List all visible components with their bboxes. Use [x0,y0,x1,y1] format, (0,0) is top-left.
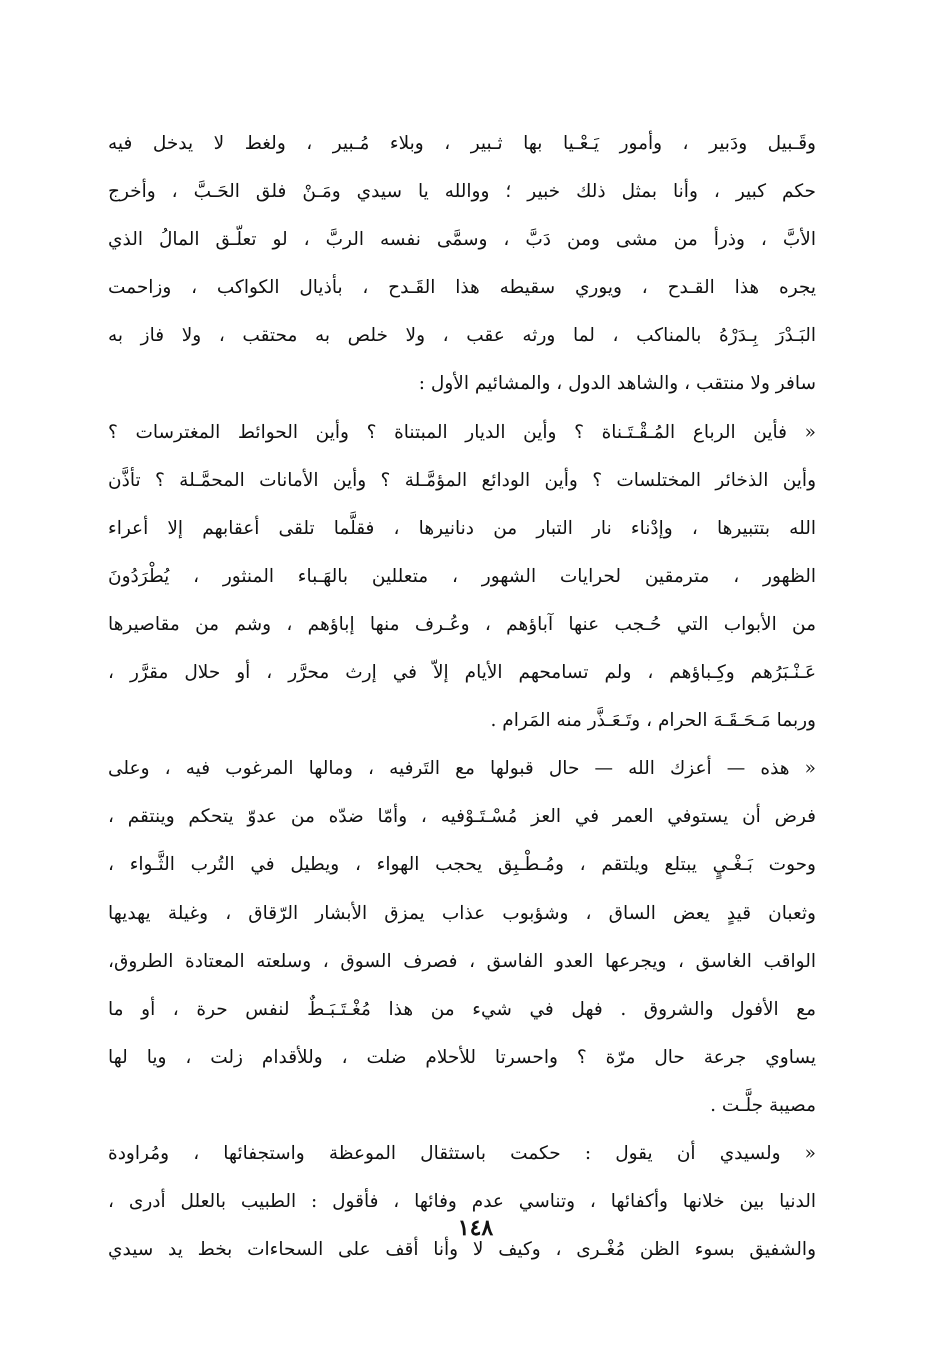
text-line-14: « هذه — أعزك الله — حال قبولها مع التَرفيه ، ومالها المرغوب فيه ، وعلى [108,758,816,780]
text-line-5: البَـدْرَ بِـدَرْهُ بالمناكب ، لما ورثه عقب ، ولا خلص به محتقب ، ولا فاز به [108,325,816,347]
text-line-19: مع الأفول والشروق . فهل في شيء من هذا مُغْـتَـبَـطٌ لنفس حرة ، أو ما [108,998,816,1020]
body-text [108,120,816,1274]
text-line-10: الظهور ، مترمقين لحرايات الشهور ، متعللين بالهَـباء المنثور ، يُطْرَدُونَ [108,565,816,587]
text-line-24: والشفيق بسوء الظن مُغْـرى ، وكيف لا وأنا أقف على السحاءات بخط يد سيدي [108,1239,816,1261]
text-line-17: وثعبان قيدٍ يعض الساق ، وشؤبوب عذاب يمزق الأبشار الرّقاق ، وغيلة يهديها [108,902,816,924]
text-line-2: حكم كبير ، وأنا بمثل ذلك خبير ؛ ووالله يا سيدي ومَـنْ فلق الحَـبَّ ، وأخرج [108,181,816,203]
text-line-9: الله بتتبيرها ، وإدْناء نار التبار من دنانيرها ، فقلَّما تلقى أعقابهم إلا أعراء [108,517,816,539]
text-line-20: يساوي جرعة حال مرّة ؟ واحسرتا للأحلام ضلت ، وللأقدام زلت ، ويا لها [108,1046,816,1068]
text-line-16: وحوت بَـغْـيٍ يبتلع ويلتقم ، ومُـطْـبِق يحجب الهواء ، ويطيل في التُرب الثَّـواء ، [108,854,816,876]
page-number: ١٤٨ [457,1215,494,1241]
text-line-22: « ولسيدي أن يقول : حكمت باستثقال الموعظة واستجفائها ، ومُراودة [108,1142,816,1164]
text-line-23: الدنيا بين خلانها وأكفائها ، وتناسي عدم وفائها ، فأقول : الطبيب بالعلل أدرى ، [108,1191,816,1213]
text-line-8: وأين الذخائر المختلسات ؟ وأين الودائع المؤمَّـلة ؟ وأين الأمانات المحمَّـلة ؟ تأذَّن [108,469,816,491]
text-line-21: مصيبة جلَّـت . [710,1094,816,1116]
text-line-13: وربما مَـحَـقَـهَ الحرام ، وتَـعَـذَّر منه المَرام . [490,710,816,732]
text-line-12: عَـنْـبَرُهم وكِـباؤهم ، ولم تسامحهم الأيام إلاّ في إرث محرَّر ، أو حلال مقرَّر ، [108,662,816,684]
text-line-3: الأبَّ ، وذرأ من مشى ومن دَبَّ ، وسمَّى نفسه الربَّ ، لو تعلّـق المالُ الذي [108,229,816,251]
text-line-1: وقَـبيل ودَبير ، وأمور يَـعْـيا بها ثـبير ، وبلاء مُـبير ، ولغط لا يدخل فيه [108,133,816,154]
text-line-6: سافر ولا منتقب ، والشاهد الدول ، والمشائيم الأول : [418,373,816,395]
text-line-11: من الأبواب التي حُـجب عنها آباؤهم ، وعُـرف منها إباؤهم ، وشم من مقاصيرها [108,613,816,635]
text-line-4: يجره هذا القـدح ، ويوري سقيطه هذا القَـدح ، بأذيال الكواكب ، وزاحمت [108,277,816,299]
text-line-18: الواقب الغاسق ، ويجرعها العدو الفاسق ، فصرف السوق ، وسلعته المعتادة الطروق، [108,950,816,972]
text-line-15: فرض أن يستوفي العمر في العز مُسْـتَـوْفيه ، وأمّا ضدّه من عدوّ يتحكم وينتقم ، [108,806,816,828]
text-line-7: « فأين الرباع المُـقْـتَـناة ؟ وأين الديار المبتناة ؟ وأين الحوائط المغترسات ؟ [108,421,816,443]
